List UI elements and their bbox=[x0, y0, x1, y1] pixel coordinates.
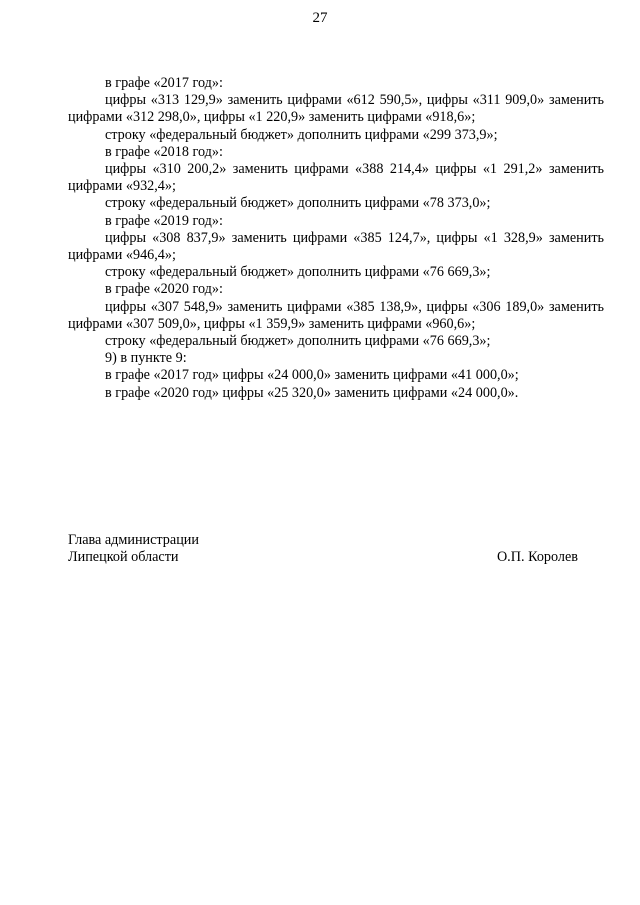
signature-block bbox=[68, 532, 578, 566]
paragraph-2019-figures: цифры «308 837,9» заменить цифрами «385 124,7», цифры «1 328,9» заменить цифрами «946,4»; bbox=[68, 229, 604, 264]
signature-title-line2: Липецкой области bbox=[68, 549, 179, 566]
paragraph-item-9-2020: в графе «2020 год» цифры «25 320,0» заменить цифрами «24 000,0». bbox=[105, 384, 519, 401]
paragraph-2017-federal: строку «федеральный бюджет» дополнить цифрами «299 373,9»; bbox=[105, 126, 498, 143]
paragraph-2017-figures: цифры «313 129,9» заменить цифрами «612 590,5», цифры «311 909,0» заменить цифрами «312 298,0», цифры «1 220,9» заменить цифрами «918,6»; bbox=[68, 92, 604, 126]
paragraph-heading-2019: в графе «2019 год»: bbox=[105, 212, 223, 229]
paragraph-heading-2020: в графе «2020 год»: bbox=[105, 281, 223, 298]
paragraph-2020-figures: цифры «307 548,9» заменить цифрами «385 138,9», цифры «306 189,0» заменить цифрами «307 509,0», цифры «1 359,9» заменить цифрами «960,6»; bbox=[68, 298, 604, 332]
paragraph-2020-federal: строку «федеральный бюджет» дополнить цифрами «76 669,3»; bbox=[105, 333, 491, 350]
signature-row bbox=[68, 549, 578, 566]
page-number: 27 bbox=[312, 10, 328, 26]
paragraph-heading-2018: в графе «2018 год»: bbox=[105, 143, 223, 160]
paragraph-2019-federal: строку «федеральный бюджет» дополнить цифрами «76 669,3»; bbox=[105, 264, 491, 281]
document-body bbox=[68, 75, 604, 402]
signature-title-line1: Глава администрации bbox=[68, 532, 199, 548]
paragraph-heading-2017: в графе «2017 год»: bbox=[105, 75, 223, 91]
paragraph-item-9: 9) в пункте 9: bbox=[105, 350, 187, 367]
paragraph-2018-figures: цифры «310 200,2» заменить цифрами «388 214,4» цифры «1 291,2» заменить цифрами «932,4»; bbox=[68, 161, 604, 195]
paragraph-2018-federal: строку «федеральный бюджет» дополнить цифрами «78 373,0»; bbox=[105, 195, 491, 212]
signatory-name: О.П. Королев bbox=[496, 549, 578, 566]
paragraph-item-9-2017: в графе «2017 год» цифры «24 000,0» заменить цифрами «41 000,0»; bbox=[105, 367, 519, 384]
